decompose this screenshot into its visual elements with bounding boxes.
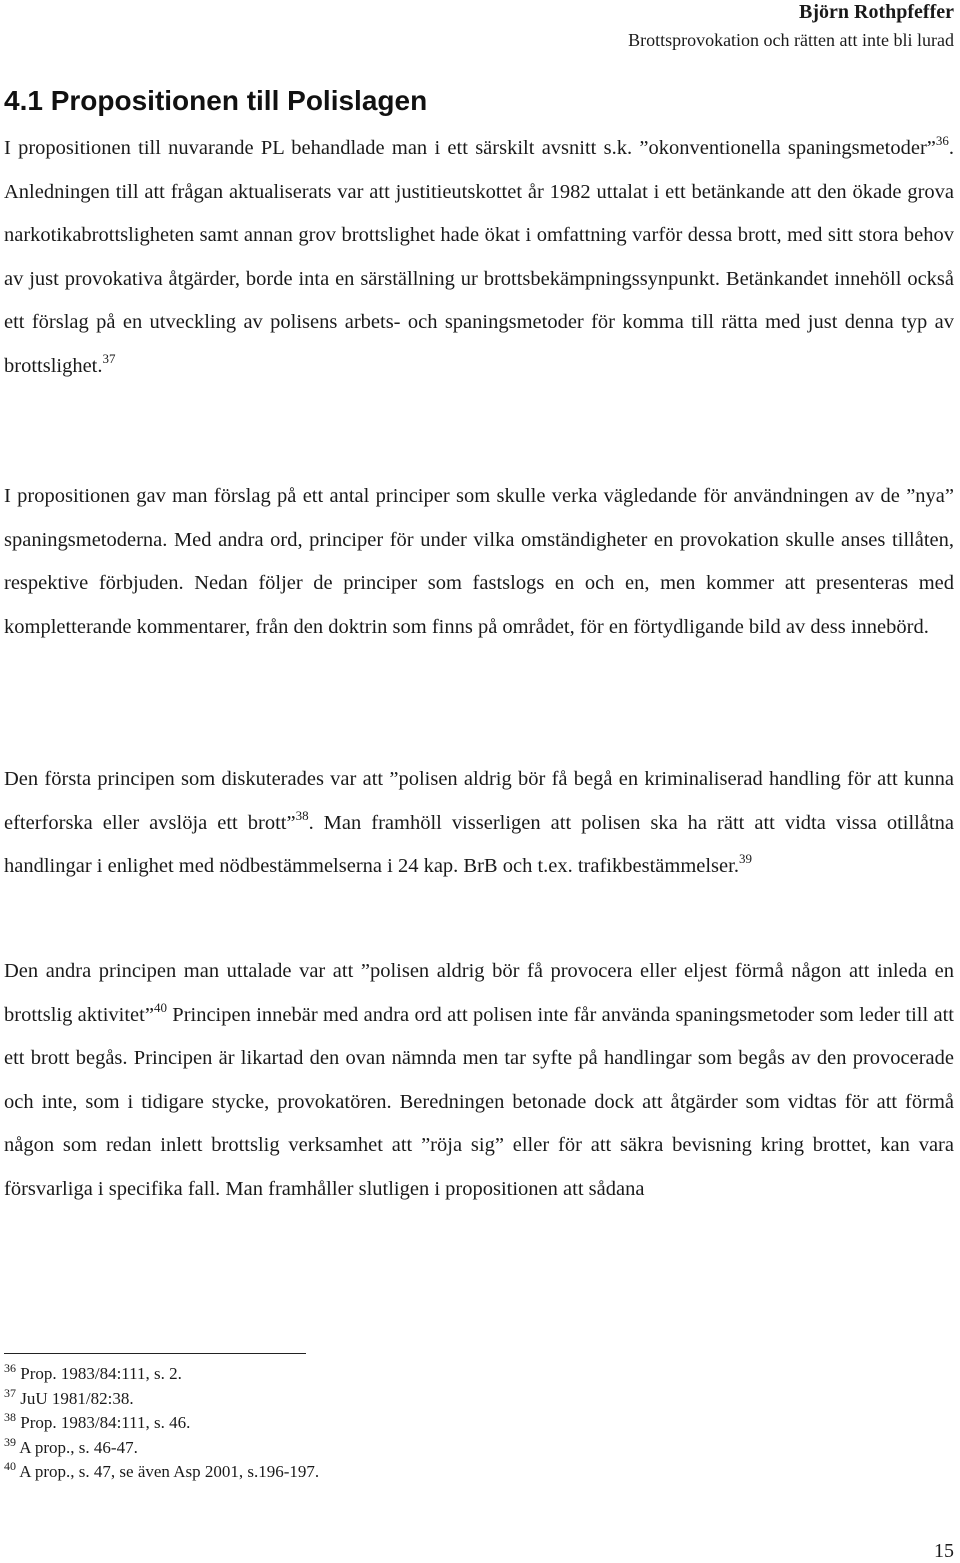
- footnote-divider: [4, 1353, 306, 1354]
- paragraph-text: . Anledningen till att frågan aktualiserats var att justitieutskottet år 1982 uttalat i ett betänkande att den ökade grova narkotikabrottsligheten samt annan grov brottslighet hade ökat i omfattning varför dessa brott, med sitt stora behov av just provokativa åtgärder, borde inta en särställning ur brottsbekämpningssynpunkt. Betänkandet innehöll också ett förslag på en utveckling av polisens arbets- och spaningsmetoder för komma till rätta med just denna typ av brottslighet.: [4, 137, 954, 377]
- footnotes: [4, 1362, 319, 1485]
- paragraph-text: I propositionen till nuvarande PL behandlade man i ett särskilt avsnitt s.k. ”okonventionella spaningsmetoder”: [4, 137, 936, 159]
- footnote-ref[interactable]: 38: [295, 807, 309, 823]
- page-number: 15: [934, 1540, 954, 1562]
- footnote-text: A prop., s. 46-47.: [16, 1437, 138, 1457]
- paragraph-text: Den andra principen man uttalade var att ”polisen aldrig bör få provocera eller eljest förmå någon att inleda en brottslig aktivitet”: [4, 960, 954, 1026]
- paragraph-3: [4, 758, 954, 889]
- footnote-number: 40: [4, 1459, 16, 1473]
- footnote-text: Prop. 1983/84:111, s. 2.: [16, 1364, 182, 1383]
- footnote-36: [4, 1362, 319, 1387]
- paragraph-text: Principen innebär med andra ord att polisen inte får använda spaningsmetoder som leder till att ett brott begås. Principen är likartad den ovan nämnda men tar syfte på handlingar som begås av den provocerade och inte, som i tidigare stycke, provokatören. Beredningen betonade dock att åtgärder som vidtas för att förmå någon som redan inlett brottslig verksamhet att ”röja sig” eller för att säkra bevisning kring brottet, kan vara försvarliga i specifika fall. Man framhåller slutligen i propositionen att sådana: [4, 1003, 954, 1200]
- paragraph-text: Den första principen som diskuterades var att ”polisen aldrig bör få begå en kriminaliserad handling för att kunna efterforska eller avslöja ett brott”: [4, 768, 954, 834]
- footnote-text: A prop., s. 47, se även Asp 2001, s.196-197.: [16, 1462, 320, 1481]
- paragraph-4: [4, 950, 954, 1211]
- footnote-number: 38: [4, 1410, 16, 1424]
- footnote-number: 36: [4, 1361, 16, 1375]
- header-title: Brottsprovokation och rätten att inte bli lurad: [628, 30, 954, 50]
- header-author: Björn Rothpfeffer: [799, 1, 954, 23]
- paragraph-text: . Man framhöll visserligen att polisen ska ha rätt att vidta vissa otillåtna handlingar i enlighet med nödbestämmelserna i 24 kap. BrB och t.ex. trafikbestämmelser.: [4, 811, 954, 877]
- footnote-ref[interactable]: 37: [102, 350, 116, 366]
- paragraph-2: I propositionen gav man förslag på ett antal principer som skulle verka vägledande för användningen av de ”nya” spaningsmetoderna. Med andra ord, principer för under vilka omständigheter en provokation skulle anses tillåten, respektive förbjuden. Nedan följer de principer som fastslogs en och en, men kommer att presenteras med kompletterande kommentarer, från den doktrin som finns på området, för en förtydligande bild av dess innebörd.: [4, 485, 954, 638]
- footnote-ref[interactable]: 39: [738, 851, 752, 866]
- running-header: [628, 0, 954, 52]
- footnote-39: [4, 1436, 319, 1461]
- footnote-number: 37: [4, 1385, 16, 1400]
- footnote-ref[interactable]: 40: [153, 999, 167, 1015]
- footnote-number: 39: [4, 1434, 16, 1449]
- footnote-38: [4, 1411, 319, 1436]
- footnote-text: JuU 1981/82:38.: [16, 1388, 134, 1408]
- section-heading: 4.1 Propositionen till Polislagen: [4, 85, 428, 116]
- paragraph-1: [4, 127, 954, 388]
- footnote-text: Prop. 1983/84:111, s. 46.: [16, 1413, 191, 1432]
- footnote-40: [4, 1460, 319, 1485]
- footnote-ref[interactable]: 36: [935, 133, 949, 148]
- footnote-37: [4, 1387, 319, 1412]
